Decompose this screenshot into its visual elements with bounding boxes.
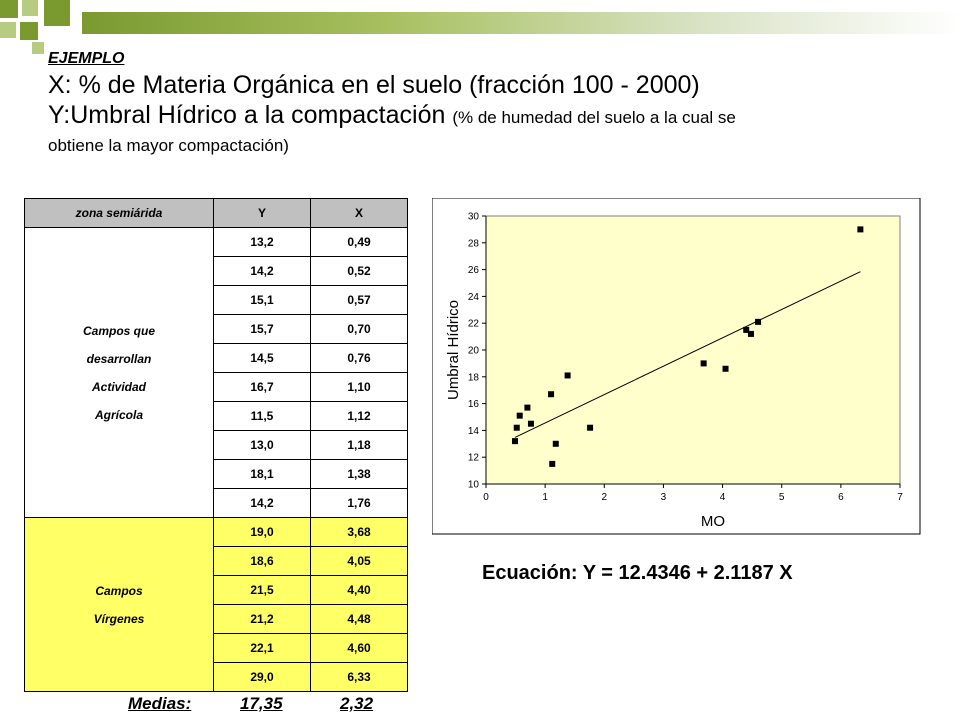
x-tick-label: 6 <box>838 492 844 503</box>
medias-y: 17,35 <box>240 694 283 713</box>
cell-y: 14,5 <box>214 344 311 373</box>
cell-x: 4,48 <box>311 605 408 634</box>
cell-x: 3,68 <box>311 518 408 547</box>
table-row <box>25 518 408 547</box>
cell-x: 1,76 <box>311 489 408 518</box>
deco-square-5 <box>20 22 38 40</box>
y-tick-label: 14 <box>467 425 479 437</box>
x-axis-label: MO <box>700 513 726 530</box>
regression-equation: Ecuación: Y = 12.4346 + 2.1187 X <box>482 562 793 584</box>
cell-x: 0,76 <box>311 344 408 373</box>
x-definition: X: % de Materia Orgánica en el suelo (fracción 100 - 2000) <box>48 71 700 99</box>
group-label-line: Campos <box>95 583 143 598</box>
medias-label: Medias: <box>128 694 192 713</box>
data-point <box>548 391 554 397</box>
y-tick-label: 16 <box>467 399 479 411</box>
cell-y: 29,0 <box>214 663 311 692</box>
deco-square-2 <box>22 0 38 16</box>
x-tick-label: 3 <box>660 492 667 503</box>
data-point <box>755 319 761 325</box>
y-definition-note-cont: obtiene la mayor compactación) <box>48 136 289 155</box>
table-header-row <box>25 199 408 228</box>
x-tick-label: 1 <box>542 492 548 503</box>
cell-y: 14,2 <box>214 257 311 286</box>
data-point <box>565 372 571 378</box>
cell-x: 0,70 <box>311 315 408 344</box>
deco-square-4 <box>0 22 16 38</box>
y-tick-label: 30 <box>467 211 479 223</box>
cell-x: 1,12 <box>311 402 408 431</box>
cell-x: 6,33 <box>311 663 408 692</box>
cell-y: 15,1 <box>214 286 311 315</box>
data-point <box>514 425 520 431</box>
y-tick-label: 22 <box>467 318 479 330</box>
y-tick-label: 24 <box>467 291 479 303</box>
cell-x: 0,52 <box>311 257 408 286</box>
data-point <box>587 425 593 431</box>
medias-x: 2,32 <box>340 694 374 713</box>
cell-x: 0,49 <box>311 228 408 257</box>
group-label-line: Campos que <box>82 323 155 338</box>
cell-y: 18,6 <box>214 547 311 576</box>
cell-y: 21,2 <box>214 605 311 634</box>
data-point <box>549 461 555 467</box>
scatter-chart <box>432 198 922 546</box>
group-label-1 <box>25 228 214 518</box>
data-point <box>553 441 559 447</box>
cell-y: 15,7 <box>214 315 311 344</box>
data-point <box>857 226 863 232</box>
cell-x: 0,57 <box>311 286 408 315</box>
data-point <box>528 421 534 427</box>
x-tick-label: 7 <box>897 492 903 503</box>
x-tick-label: 2 <box>601 492 608 503</box>
table-row <box>25 228 408 257</box>
example-label: EJEMPLO <box>48 50 125 67</box>
data-point <box>701 360 707 366</box>
x-tick-label: 4 <box>719 492 726 503</box>
y-tick-label: 10 <box>467 479 479 491</box>
data-point <box>723 366 729 372</box>
data-point <box>748 331 754 337</box>
y-tick-label: 20 <box>467 345 479 357</box>
cell-y: 14,2 <box>214 489 311 518</box>
cell-y: 21,5 <box>214 576 311 605</box>
group-label-line: Vírgenes <box>93 611 145 626</box>
cell-x: 4,40 <box>311 576 408 605</box>
plot-area <box>486 216 900 484</box>
data-point <box>517 413 523 419</box>
cell-y: 18,1 <box>214 460 311 489</box>
cell-y: 16,7 <box>214 373 311 402</box>
data-point <box>524 405 530 411</box>
cell-y: 19,0 <box>214 518 311 547</box>
group-label-line: Actividad <box>91 379 146 394</box>
x-tick-label: 5 <box>778 492 785 503</box>
y-axis-label: Umbral Hídrico <box>445 299 462 401</box>
cell-y: 11,5 <box>214 402 311 431</box>
y-definition <box>48 100 948 133</box>
header-y: Y <box>214 199 311 228</box>
data-point <box>512 438 518 444</box>
y-tick-label: 18 <box>467 372 479 384</box>
header-zone: zona semiárida <box>25 199 214 228</box>
group-label-line: desarrollan <box>86 351 152 366</box>
cell-x: 4,60 <box>311 634 408 663</box>
header-x: X <box>311 199 408 228</box>
group-label-2 <box>25 518 214 692</box>
x-tick-label: 0 <box>483 492 489 503</box>
cell-y: 13,0 <box>214 431 311 460</box>
data-table <box>24 198 408 692</box>
cell-x: 1,18 <box>311 431 408 460</box>
deco-square-3 <box>44 0 70 26</box>
cell-y: 22,1 <box>214 634 311 663</box>
slide-title <box>48 50 948 159</box>
y-definition-main: Y:Umbral Hídrico a la compactación <box>48 101 446 129</box>
header-gradient-bar <box>82 12 960 34</box>
deco-square-1 <box>0 0 18 18</box>
y-definition-note: (% de humedad del suelo a la cual se <box>452 108 736 127</box>
cell-x: 4,05 <box>311 547 408 576</box>
y-tick-label: 28 <box>467 238 479 250</box>
y-tick-label: 26 <box>467 265 479 277</box>
y-tick-label: 12 <box>467 452 479 464</box>
group-label-line: Agrícola <box>94 407 143 422</box>
cell-y: 13,2 <box>214 228 311 257</box>
cell-x: 1,10 <box>311 373 408 402</box>
deco-square-6 <box>32 42 44 54</box>
cell-x: 1,38 <box>311 460 408 489</box>
